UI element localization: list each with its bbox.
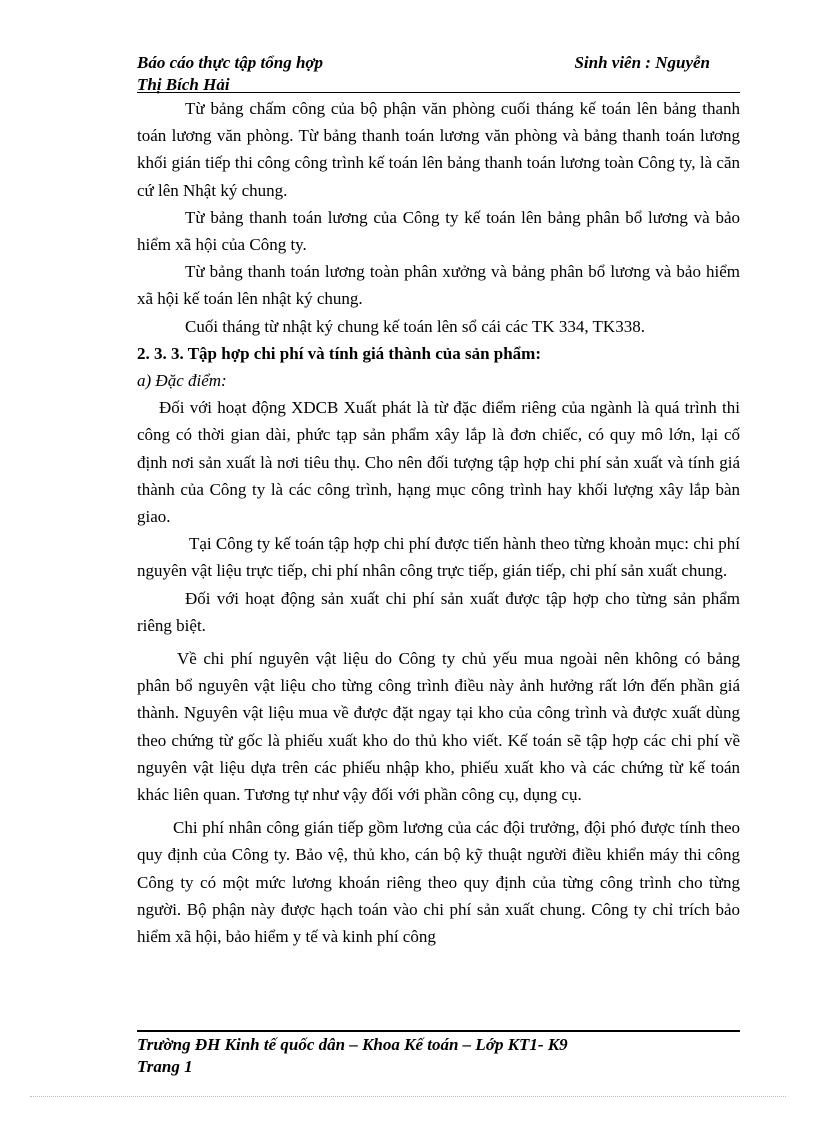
document-body: [137, 95, 740, 950]
page-footer: [137, 1034, 740, 1078]
footer-school: Trường ĐH Kinh tế quốc dân – Khoa Kế toán – Lớp KT1- K9: [137, 1035, 568, 1054]
report-title: Báo cáo thực tập tổng hợp: [137, 53, 324, 72]
paragraph: Từ bảng chấm công của bộ phận văn phòng cuối tháng kế toán lên bảng thanh toán lương văn phòng. Từ bảng thanh toán lương văn phòng và bảng thanh toán lương khối gián tiếp thi công công trình kế toán lên bảng thanh toán lương toàn Công ty, là căn cứ lên Nhật ký chung.: [137, 99, 740, 200]
student-label: Sinh viên : Nguyễn: [574, 53, 710, 72]
header-divider: [137, 92, 740, 93]
student-name: Thị Bích Hải: [137, 75, 230, 94]
paragraph: Về chi phí nguyên vật liệu do Công ty chủ yếu mua ngoài nên không có bảng phân bổ nguyên vật liệu cho từng công trình điều này ảnh hưởng rất lớn đến phần giá thành. Nguyên vật liệu mua về được đặt ngay tại kho của công trình và được xuất dùng theo chứng từ gốc là phiếu xuất kho do thủ kho viết. Kế toán sẽ tập hợp các chi phí về nguyên vật liệu dựa trên các phiếu nhập kho, phiếu xuất kho và các chứng từ kế toán khác liên quan. Tương tự như vậy đối với phần công cụ, dụng cụ.: [137, 649, 740, 805]
page-number: Trang 1: [137, 1057, 193, 1076]
section-heading: 2. 3. 3. Tập hợp chi phí và tính giá thành của sản phẩm:: [137, 343, 542, 363]
page-header: [137, 52, 740, 96]
paragraph: Tại Công ty kế toán tập hợp chi phí được tiến hành theo từng khoản mục: chi phí nguyên vật liệu trực tiếp, chi phí nhân công trực tiếp, gián tiếp, chi phí sản xuất chung.: [137, 534, 740, 581]
paragraph: Cuối tháng từ nhật ký chung kế toán lên sổ cái các TK 334, TK338.: [185, 316, 645, 336]
subheading: a) Đặc điểm:: [137, 371, 227, 391]
paragraph: Từ bảng thanh toán lương của Công ty kế toán lên bảng phân bổ lương và bảo hiểm xã hội của Công ty.: [137, 207, 740, 255]
paragraph: Chi phí nhân công gián tiếp gồm lương của các đội trưởng, đội phó được tính theo quy định của Công ty. Bảo vệ, thủ kho, cán bộ kỹ thuật người điều khiển máy thi công Công ty có một mức lương khoán riêng theo quy định của từng công trình cho từng người. Bộ phận này được hạch toán vào chi phí sản xuất chung. Công ty chỉ trích bảo hiểm xã hội, bảo hiểm y tế và kinh phí công: [137, 818, 740, 947]
footer-divider: [137, 1030, 740, 1032]
paragraph: Đối với hoạt động XDCB Xuất phát là từ đặc điểm riêng của ngành là quá trình thi công có thời gian dài, phức tạp sản phẩm xây lắp là đơn chiếc, có quy mô lớn, lại cố định nơi sản xuất là nơi tiêu thụ. Cho nên đối tượng tập hợp chi phí sản xuất và tính giá thành của Công ty là các công trình, hạng mục công trình hay khối lượng xây lắp bàn giao.: [137, 398, 740, 527]
paragraph: Đối với hoạt động sản xuất chi phí sản xuất được tập hợp cho từng sản phẩm riêng biệt.: [137, 588, 740, 635]
paragraph: Từ bảng thanh toán lương toàn phân xưởng và bảng phân bổ lương và bảo hiểm xã hội kế toán lên nhật ký chung.: [137, 262, 740, 309]
page-edge-line: [30, 1096, 786, 1097]
